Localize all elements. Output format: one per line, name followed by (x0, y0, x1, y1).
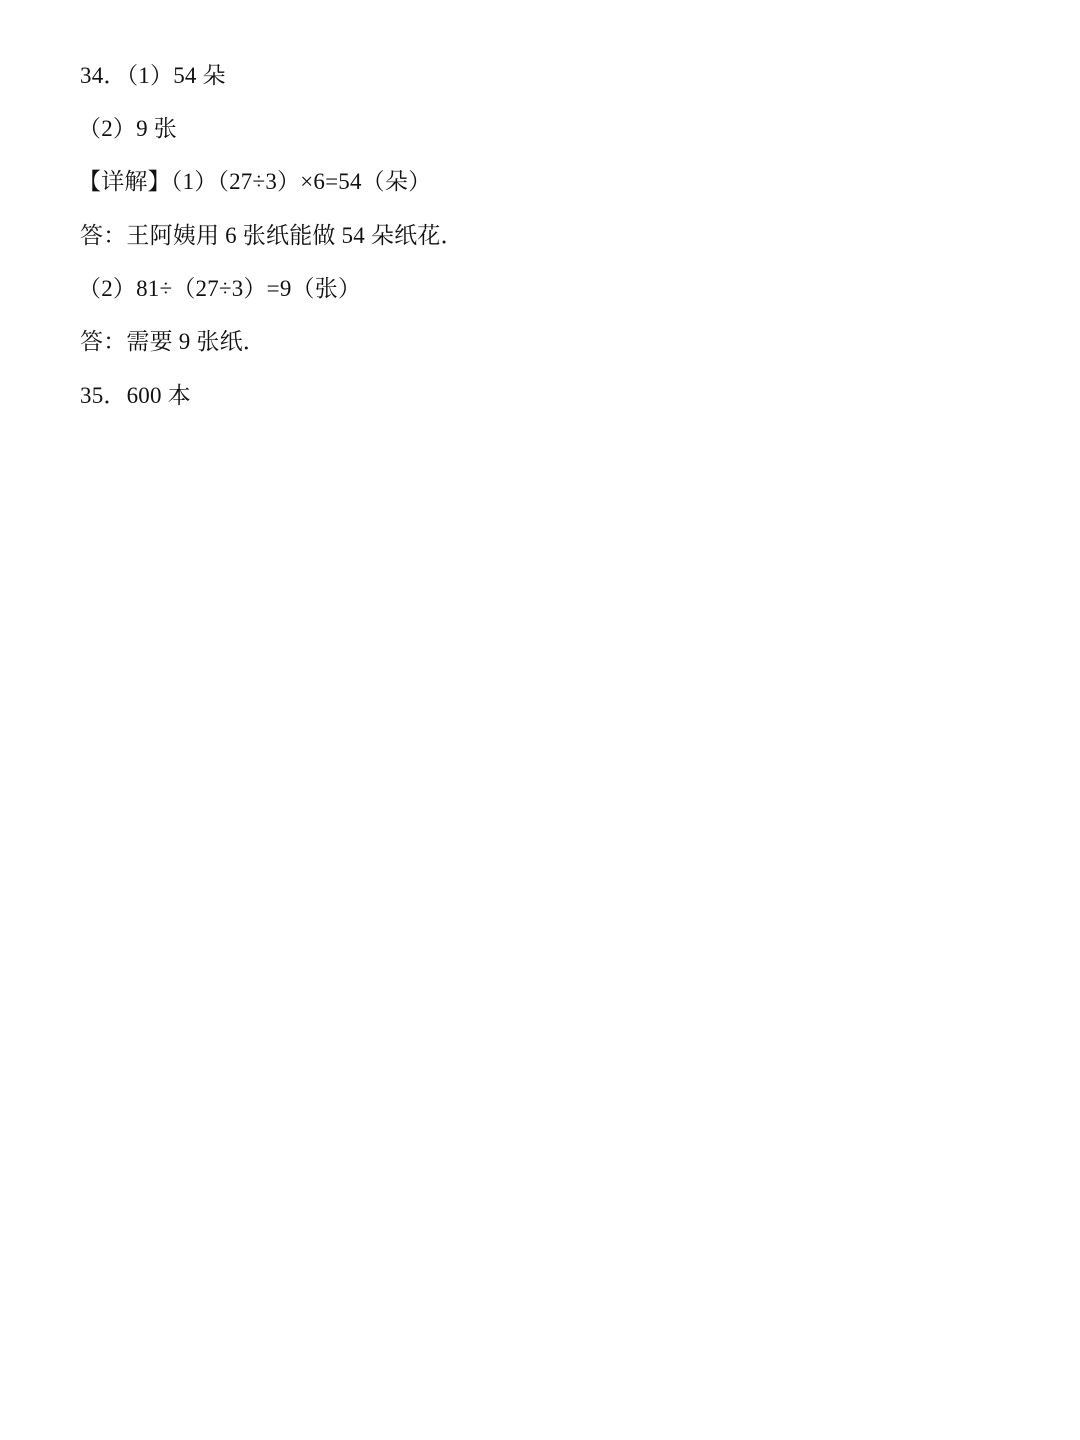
answer-34-part2: （2）9 张 (78, 116, 177, 141)
answer-35: 35．600 本 (80, 383, 191, 408)
solution-answer-part2: 答：需要 9 张纸． (80, 329, 266, 354)
answer-34-part1: 34．（1）54 朵 (80, 63, 226, 88)
solution-answer-part1: 答：王阿姨用 6 张纸能做 54 朵纸花． (80, 223, 464, 248)
solution-detail-part1: 【详解】（1）（27÷3）×6=54（朵） (78, 169, 432, 194)
solution-detail-part2: （2）81÷（27÷3）=9（张） (78, 276, 362, 301)
